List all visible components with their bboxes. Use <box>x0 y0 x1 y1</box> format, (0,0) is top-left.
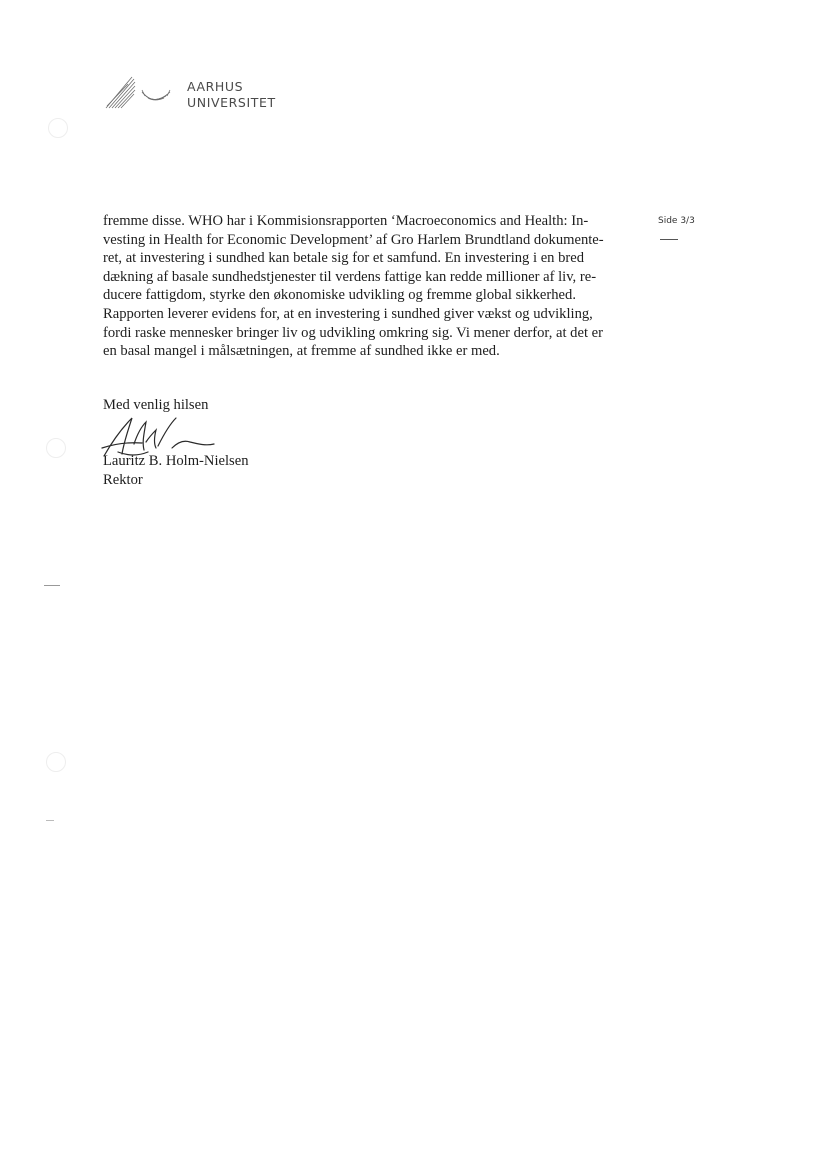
closing-salutation: Med venlig hilsen <box>103 397 209 413</box>
body-line: en basal mangel i målsætningen, at fremme af sundhed ikke er med. <box>103 343 500 360</box>
punch-hole-mark <box>46 438 66 458</box>
punch-hole-mark <box>48 118 68 138</box>
body-line: fordi raske mennesker bringer liv og udvikling omkring sig. Vi mener derfor, at det er <box>103 324 603 341</box>
body-line: Rapporten leverer evidens for, at en investering i sundhed giver vækst og udvikling, <box>103 305 593 322</box>
signer-name: Lauritz B. Holm-Nielsen <box>103 453 249 469</box>
page-indicator: Side 3/3 <box>658 216 695 226</box>
university-name <box>187 79 276 111</box>
margin-rule <box>660 239 678 240</box>
body-line: fremme disse. WHO har i Kommisionsrapporten ‘Macroeconomics and Health: In- <box>103 213 589 229</box>
university-name-line1: AARHUS <box>187 79 244 94</box>
university-name-line2: UNIVERSITET <box>187 95 276 110</box>
letter-body <box>103 212 648 361</box>
body-line: ret, at investering i sundhed kan betale sig for et samfund. En investering i en bred <box>103 250 585 267</box>
fold-mark <box>44 585 60 586</box>
punch-hole-mark <box>46 752 66 772</box>
body-line: ducere fattigdom, styrke den økonomiske udvikling og fremme global sikkerhed. <box>103 287 576 304</box>
body-line: vesting in Health for Economic Development’ af Gro Harlem Brundtland dokumente- <box>103 231 604 248</box>
fold-mark <box>46 820 54 821</box>
body-line: dækning af basale sundhedstjenester til verdens fattige kan redde millioner af liv, re- <box>103 268 597 285</box>
signer-title: Rektor <box>103 472 143 488</box>
university-logo-icon <box>104 74 176 112</box>
